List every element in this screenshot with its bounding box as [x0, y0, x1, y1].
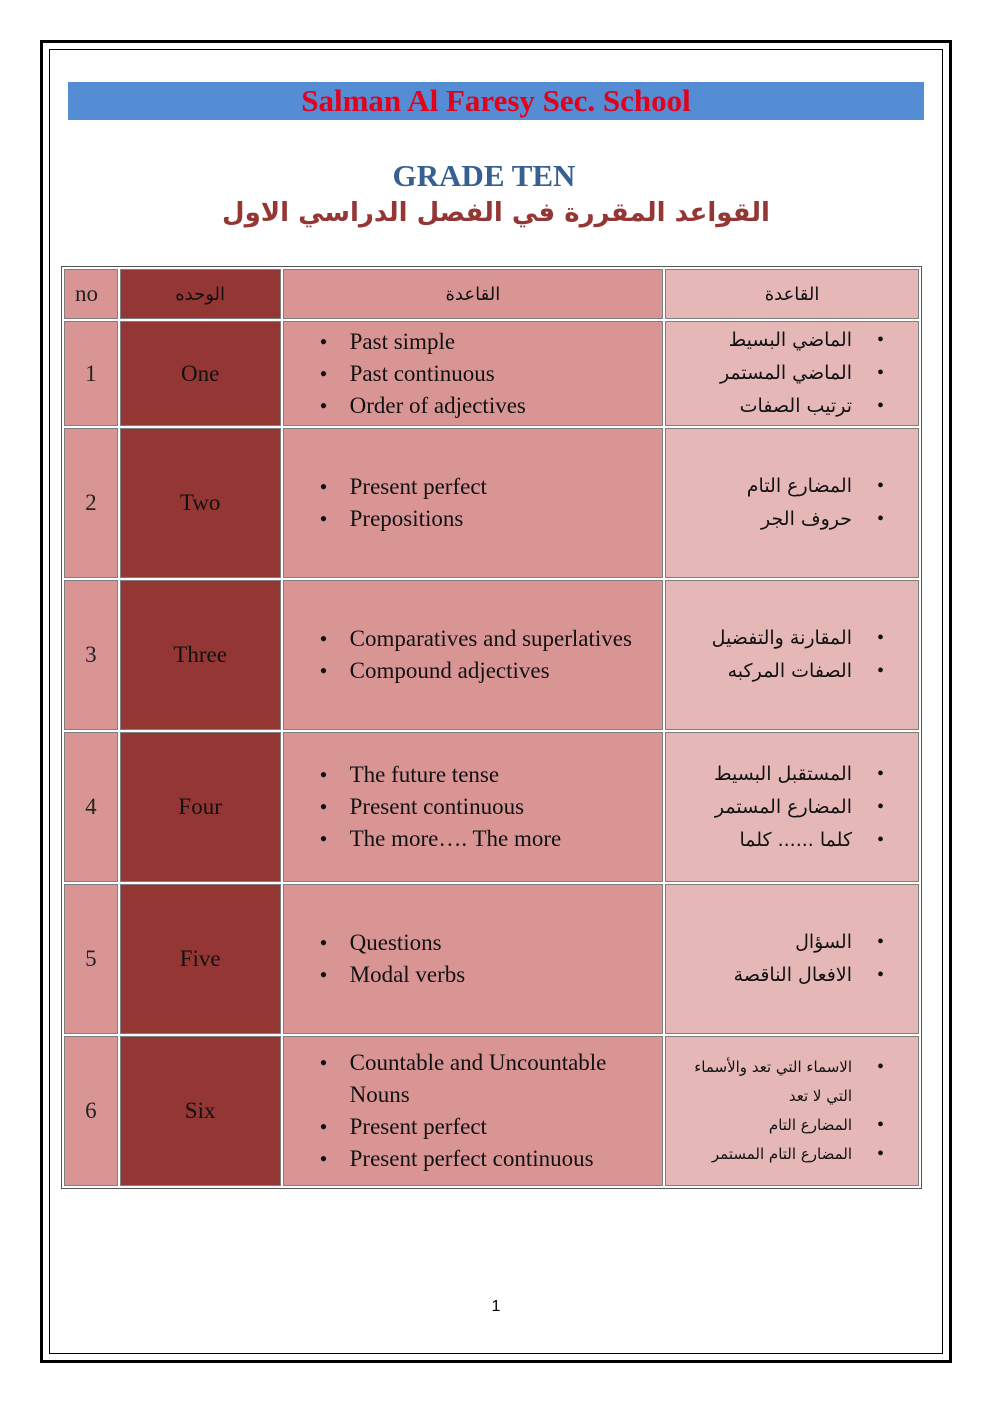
rules-en — [283, 321, 663, 426]
rule-item-ar: • كلما ...... كلما — [666, 824, 852, 857]
rules-ar — [665, 580, 919, 730]
rule-item-ar: • الماضي البسيط — [666, 324, 852, 357]
row-number: 6 — [64, 1036, 118, 1186]
rule-item: • Comparatives and superlatives — [350, 623, 662, 655]
unit-name: Three — [120, 580, 281, 730]
rule-item: • Present perfect continuous — [350, 1143, 662, 1175]
rules-ar — [665, 1036, 919, 1186]
unit-name: Five — [120, 884, 281, 1034]
school-name: Salman Al Faresy Sec. School — [301, 83, 691, 118]
rules-en — [283, 884, 663, 1034]
rules-ar — [665, 321, 919, 426]
row-number: 2 — [64, 428, 118, 578]
header-rule-ar: القاعدة — [665, 269, 919, 319]
rule-item-ar: • المضارع التام — [666, 470, 852, 503]
table-row — [64, 884, 919, 1034]
rule-item: • Prepositions — [350, 503, 662, 535]
rule-item: • Countable and Uncountable Nouns — [350, 1047, 662, 1111]
rules-ar — [665, 884, 919, 1034]
rules-ar — [665, 732, 919, 882]
rule-item-ar: • الصفات المركبه — [666, 655, 852, 688]
rule-item: • Present perfect — [350, 471, 662, 503]
rule-item: • Questions — [350, 927, 662, 959]
table-row — [64, 580, 919, 730]
page-number: 1 — [491, 1298, 501, 1315]
rule-item-ar: • حروف الجر — [666, 503, 852, 536]
rule-item: • Past continuous — [350, 358, 662, 390]
unit-name: Four — [120, 732, 281, 882]
rule-item-ar: • الماضي المستمر — [666, 357, 852, 390]
rule-item-ar: • المضارع التام المستمر — [666, 1140, 852, 1169]
table-row — [64, 321, 919, 426]
table-header-row — [64, 269, 919, 319]
school-banner — [68, 82, 924, 120]
unit-name: Six — [120, 1036, 281, 1186]
header-unit: الوحده — [120, 269, 281, 319]
rule-item-ar: • المضارع المستمر — [666, 791, 852, 824]
rule-item: • The more…. The more — [350, 823, 662, 855]
rules-en — [283, 428, 663, 578]
arabic-subtitle: القواعد المقررة في الفصل الدراسي الاول — [222, 198, 770, 228]
rule-item: • Present perfect — [350, 1111, 662, 1143]
header-rule-en: القاعدة — [283, 269, 663, 319]
rule-item: • Present continuous — [350, 791, 662, 823]
rules-en — [283, 1036, 663, 1186]
rule-item-ar: • الافعال الناقصة — [666, 959, 852, 992]
rules-en — [283, 580, 663, 730]
unit-name: Two — [120, 428, 281, 578]
row-number: 5 — [64, 884, 118, 1034]
rules-ar — [665, 428, 919, 578]
rule-item: • Past simple — [350, 326, 662, 358]
row-number: 1 — [64, 321, 118, 426]
table-row — [64, 1036, 919, 1186]
rule-item-ar: • ترتيب الصفات — [666, 390, 852, 423]
unit-name: One — [120, 321, 281, 426]
rules-en — [283, 732, 663, 882]
rule-item: • Modal verbs — [350, 959, 662, 991]
row-number: 3 — [64, 580, 118, 730]
rule-item-ar: • المضارع التام — [666, 1111, 852, 1140]
grammar-table — [61, 266, 922, 1189]
rule-item: • The future tense — [350, 759, 662, 791]
rule-item: • Compound adjectives — [350, 655, 662, 687]
rule-item-ar: • السؤال — [666, 926, 852, 959]
header-no: no — [64, 269, 118, 319]
table-row — [64, 732, 919, 882]
row-number: 4 — [64, 732, 118, 882]
rule-item-ar: • الاسماء التي تعد والأسماء التي لا تعد — [666, 1053, 852, 1111]
rule-item-ar: • المقارنة والتفضيل — [666, 622, 852, 655]
rule-item-ar: • المستقبل البسيط — [666, 758, 852, 791]
table-row — [64, 428, 919, 578]
rule-item: • Order of adjectives — [350, 390, 662, 422]
grade-title: GRADE TEN — [392, 158, 576, 193]
